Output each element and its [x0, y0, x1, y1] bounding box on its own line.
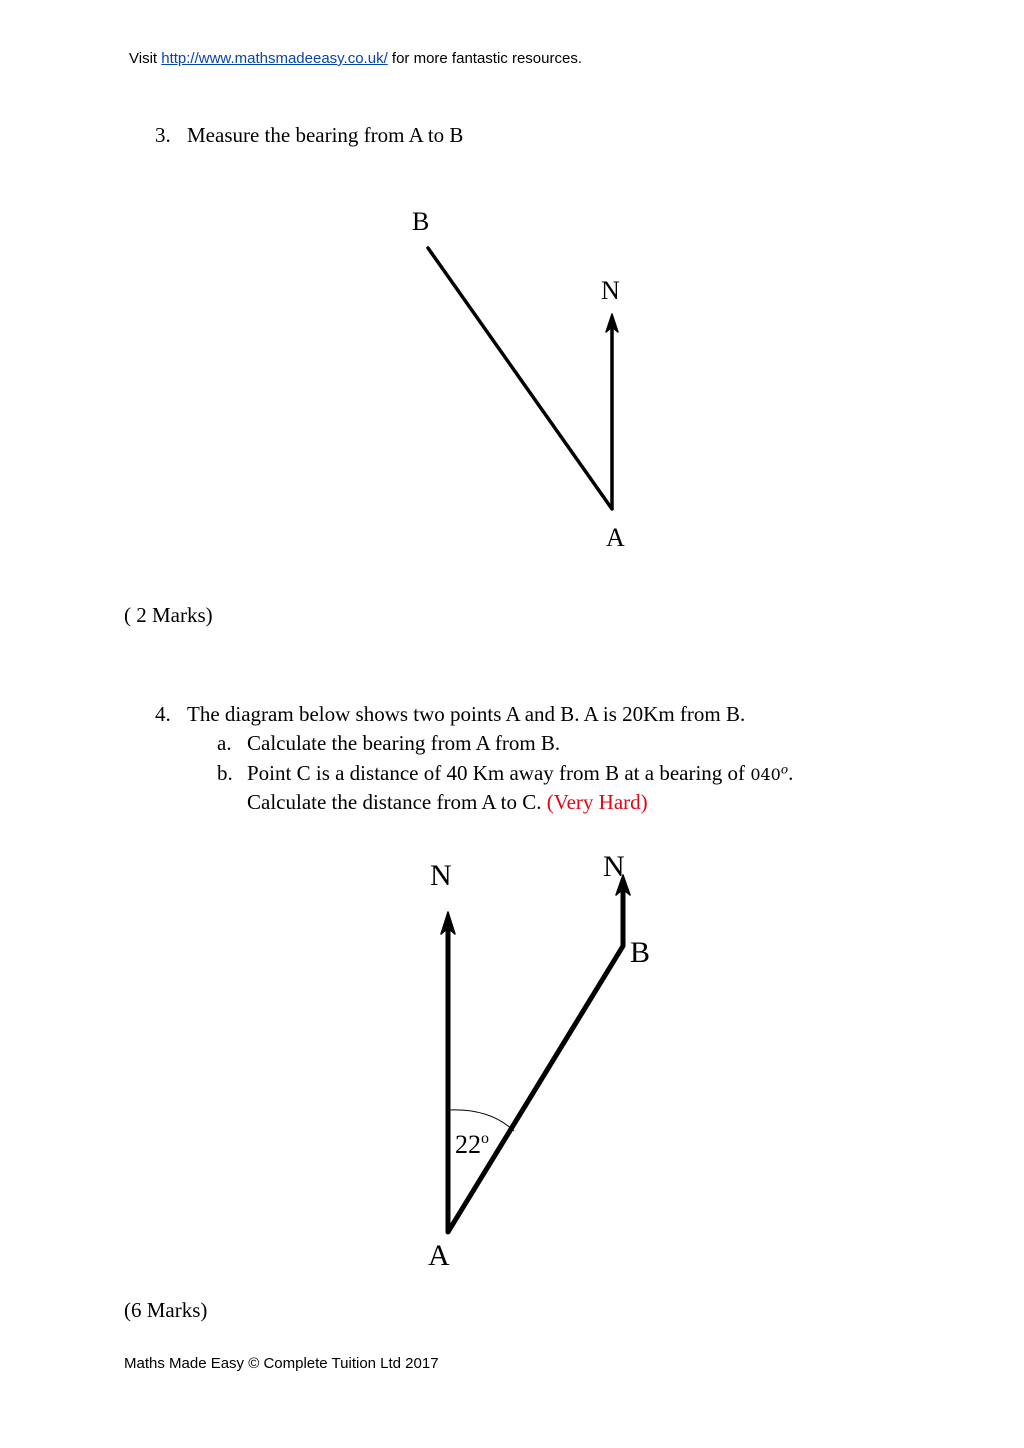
header-visit-text: Visit	[129, 50, 158, 67]
question-4a-text: Calculate the bearing from A from B.	[247, 731, 561, 755]
bearing-diagram-q3	[380, 200, 660, 560]
q3-label-b: B	[412, 207, 430, 236]
question-4a	[217, 731, 560, 756]
bearing-degree: o	[780, 762, 789, 777]
question-4b-line2	[247, 790, 648, 815]
question-4b-bearing	[750, 762, 789, 784]
q3-label-n: N	[601, 276, 620, 305]
angle-degree: o	[481, 1130, 489, 1147]
question-3	[155, 123, 463, 148]
q4-angle-arc	[448, 1110, 514, 1131]
question-3-number: 3.	[155, 123, 171, 147]
q3-label-a: A	[606, 523, 625, 552]
q4-label-n2: N	[603, 850, 625, 883]
page-header	[129, 50, 582, 67]
question-4b-text-2: Calculate the distance from A to C.	[247, 790, 542, 814]
question-4b	[217, 761, 793, 786]
bearing-value: 040	[750, 765, 781, 784]
very-hard-label: (Very Hard)	[546, 790, 648, 814]
question-4-text: The diagram below shows two points A and B. A is 20Km from B.	[187, 702, 746, 726]
q4-angle-label	[455, 1130, 489, 1159]
question-4a-label: a.	[217, 731, 232, 755]
angle-value: 22	[455, 1130, 481, 1159]
question-4b-period: .	[788, 761, 794, 785]
q3-line-ab	[428, 248, 612, 509]
q4-label-a: A	[428, 1239, 450, 1272]
q4-line-ab	[448, 946, 623, 1232]
q4-label-b: B	[630, 936, 651, 969]
header-link[interactable]: http://www.mathsmadeeasy.co.uk/	[161, 50, 388, 67]
question-4	[155, 702, 745, 727]
q4-label-n1: N	[430, 859, 452, 892]
question-4b-text: Point C is a distance of 40 Km away from B at a bearing of	[247, 761, 746, 785]
question-3-text: Measure the bearing from A to B	[187, 123, 464, 147]
bearing-diagram-q4	[400, 840, 680, 1280]
page-footer: Maths Made Easy © Complete Tuition Ltd 2017	[124, 1355, 439, 1372]
question-3-marks: ( 2 Marks)	[124, 603, 213, 627]
question-4b-label: b.	[217, 761, 233, 785]
header-suffix-text: for more fantastic resources.	[391, 50, 582, 67]
question-4-number: 4.	[155, 702, 171, 726]
question-4-marks: (6 Marks)	[124, 1298, 208, 1322]
